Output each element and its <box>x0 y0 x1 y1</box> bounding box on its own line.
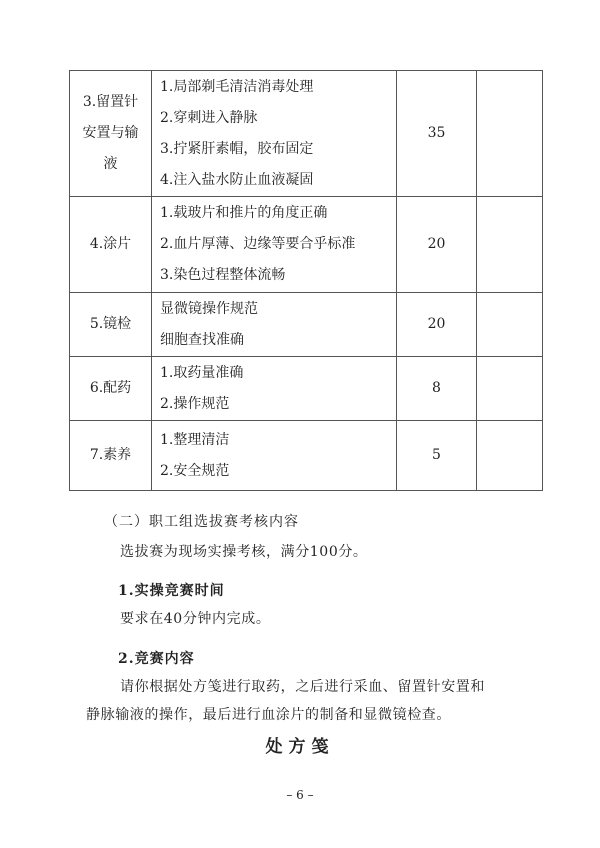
scoring-table-body <box>70 71 543 491</box>
blank-cell <box>477 197 543 293</box>
item-name-line: 6.配药 <box>89 380 132 396</box>
item-name-line: 4.涂片 <box>89 236 132 252</box>
blank-cell <box>477 293 543 357</box>
table-row <box>70 71 543 197</box>
criteria-item: 1.整理清洁 <box>160 431 230 448</box>
table-row <box>70 357 543 421</box>
criteria-item: 4.注入盐水防止血液凝固 <box>160 171 314 188</box>
subheading-time: 1.实操竞赛时间 <box>118 583 225 599</box>
section-intro-text: 选拔赛为现场实操考核，满分100分。 <box>120 544 368 560</box>
item-name-cell <box>70 357 152 421</box>
criteria-item: 2.穿刺进入静脉 <box>160 109 258 126</box>
item-name-cell <box>70 421 152 491</box>
time-requirement-text: 要求在40分钟内完成。 <box>120 611 271 627</box>
item-name-cell <box>70 71 152 197</box>
criteria-item: 显微镜操作规范 <box>160 300 258 317</box>
content-text-line-1: 请你根据处方笺进行取药，之后进行采血、留置针安置和 <box>120 679 485 695</box>
criteria-item: 3.染色过程整体流畅 <box>160 267 286 283</box>
criteria-item: 1.局部剃毛清洁消毒处理 <box>160 78 314 95</box>
criteria-cell <box>152 197 397 293</box>
criteria-item: 1.取药量准确 <box>160 364 244 381</box>
blank-cell <box>477 71 543 197</box>
item-name-cell <box>70 293 152 357</box>
scoring-table <box>69 70 543 491</box>
blank-cell <box>477 421 543 491</box>
criteria-item: 3.拧紧肝素帽，胶布固定 <box>160 140 314 157</box>
score-cell: 35 <box>397 71 477 197</box>
item-name-line: 7.素养 <box>89 447 132 463</box>
criteria-item: 细胞查找准确 <box>160 331 244 348</box>
table-row <box>70 293 543 357</box>
prescription-title: 处方笺 <box>265 737 335 757</box>
table-row <box>70 421 543 491</box>
item-name-line: 液 <box>103 156 118 172</box>
criteria-item: 2.血片厚薄、边缘等要合乎标准 <box>160 236 356 252</box>
item-name-line: 5.镜检 <box>89 316 132 332</box>
criteria-cell <box>152 71 397 197</box>
subheading-content: 2.竞赛内容 <box>118 651 195 667</box>
blank-cell <box>477 357 543 421</box>
score-cell: 5 <box>397 421 477 491</box>
item-name-line: 安置与输 <box>82 125 139 141</box>
criteria-item: 1.载玻片和推片的角度正确 <box>160 205 328 221</box>
table-row <box>70 197 543 293</box>
item-name-cell <box>70 197 152 293</box>
criteria-cell <box>152 293 397 357</box>
criteria-item: 2.安全规范 <box>160 462 230 479</box>
criteria-cell <box>152 357 397 421</box>
criteria-cell <box>152 421 397 491</box>
score-cell: 20 <box>397 293 477 357</box>
section-heading-staff-group: （二）职工组选拔赛考核内容 <box>104 514 299 530</box>
score-cell: 8 <box>397 357 477 421</box>
item-name-line: 3.留置针 <box>82 94 139 110</box>
criteria-item: 2.操作规范 <box>160 395 230 412</box>
page-number: – 6 – <box>286 788 314 802</box>
score-cell: 20 <box>397 197 477 293</box>
content-text-line-2: 静脉输液的操作，最后进行血涂片的制备和显微镜检查。 <box>86 707 451 723</box>
